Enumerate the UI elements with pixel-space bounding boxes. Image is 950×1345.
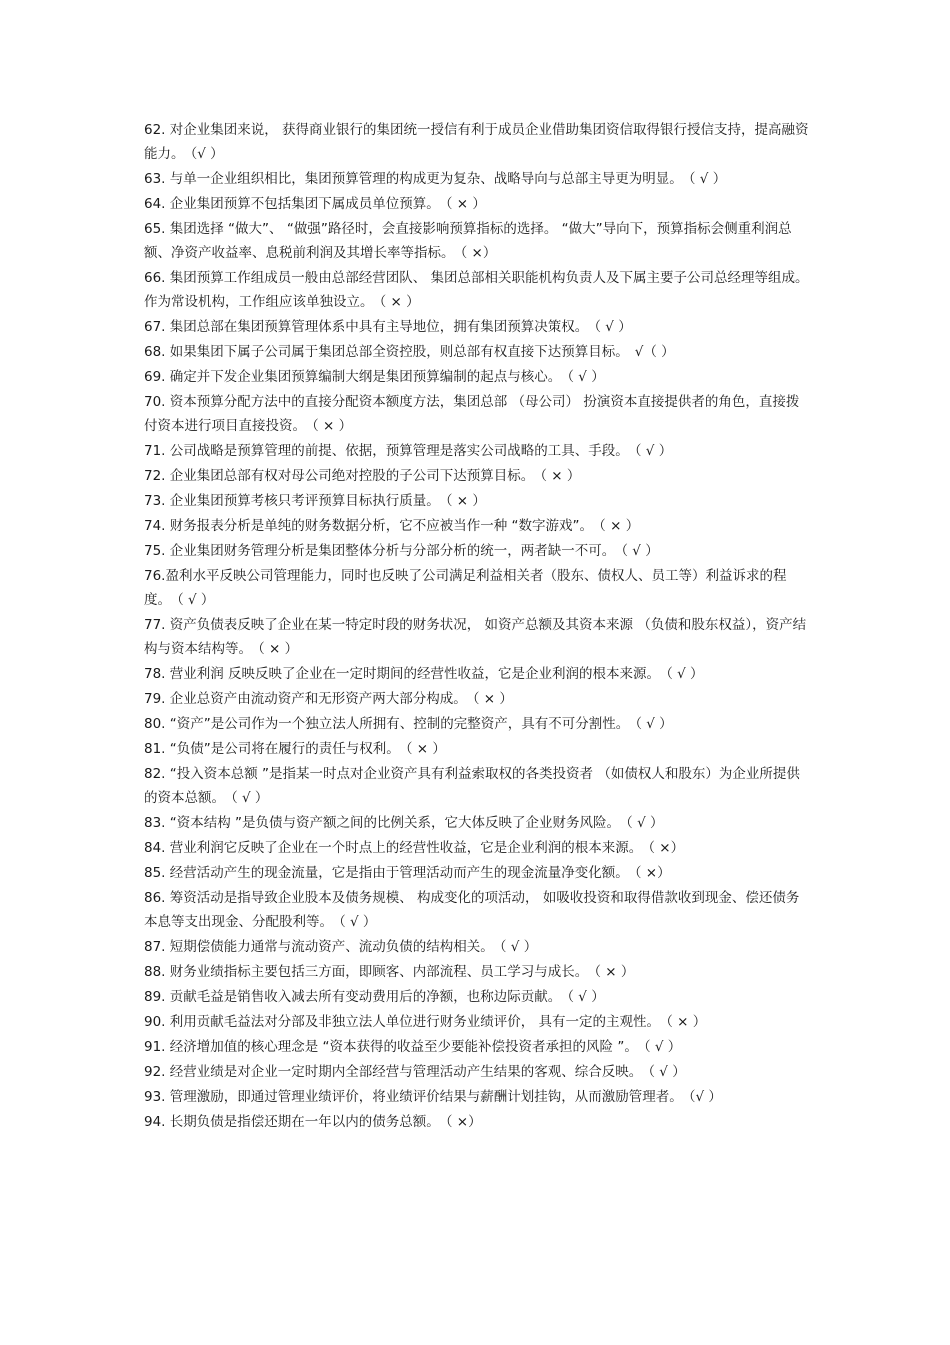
- question-item: [144, 985, 809, 1009]
- question-item: [144, 365, 809, 389]
- question-text: 69. 确定并下发企业集团预算编制大纲是集团预算编制的起点与核心。: [144, 369, 562, 385]
- question-item: [144, 687, 809, 711]
- question-text: 93. 管理激励，即通过管理业绩评价，将业绩评价结果与薪酬计划挂钩，从而激励管理者。: [144, 1089, 683, 1105]
- answer-mark: （ × ）: [379, 294, 420, 310]
- question-text: 72. 企业集团总部有权对母公司绝对控股的子公司下达预算目标。: [144, 468, 535, 484]
- question-item: [144, 315, 809, 339]
- answer-mark: （ × ）: [666, 1014, 707, 1030]
- question-text: 66. 集团预算工作组成员一般由总部经营团队、 集团总部相关职能机构负责人及下属主要子公司总经理等组成。作为常设机构，工作组应该单独设立。: [144, 270, 809, 310]
- answer-mark: （ √ ）: [567, 369, 605, 385]
- question-text: 64. 企业集团预算不包括集团下属成员单位预算。: [144, 196, 440, 212]
- question-text: 82. “投入资本总额 ”是指某一时点对企业资产具有利益索取权的各类投资者 （如债权人和股东）为企业所提供的资本总额。: [144, 766, 800, 806]
- question-text: 74. 财务报表分析是单纯的财务数据分析，它不应被当作一种 “数字游戏”。: [144, 518, 594, 534]
- question-text: 85. 经营活动产生的现金流量，它是指由于管理活动而产生的现金流量净变化额。: [144, 865, 629, 881]
- question-item: [144, 464, 809, 488]
- answer-mark: （ ×）: [634, 865, 671, 881]
- answer-mark: （ × ）: [312, 418, 353, 434]
- question-item: [144, 1035, 809, 1059]
- answer-mark: （ √ ）: [499, 939, 538, 955]
- question-item: [144, 390, 809, 438]
- question-text: 71. 公司战略是预算管理的前提、依据，预算管理是落实公司战略的工具、手段。: [144, 443, 629, 459]
- answer-mark: （ × ）: [445, 196, 486, 212]
- answer-mark: （ √ ）: [594, 319, 632, 335]
- question-text: 63. 与单一企业组织相比，集团预算管理的构成更为复杂、战略导向与总部主导更为明显。: [144, 171, 683, 187]
- question-item: [144, 1060, 809, 1084]
- question-text: 92. 经营业绩是对企业一定时期内全部经营与管理活动产生结果的客观、综合反映。: [144, 1064, 643, 1080]
- question-item: [144, 935, 809, 959]
- answer-mark: （ √ ）: [621, 543, 659, 559]
- question-text: 84. 营业利润它反映了企业在一个时点上的经营性收益，它是企业利润的根本来源。: [144, 840, 643, 856]
- question-text: 79. 企业总资产由流动资产和无形资产两大部分构成。: [144, 691, 467, 707]
- answer-mark: （ √ ）: [339, 914, 377, 930]
- question-text: 94. 长期负债是指偿还期在一年以内的债务总额。: [144, 1114, 440, 1130]
- answer-mark: （√ ）: [190, 146, 224, 162]
- answer-mark: （ √ ）: [626, 815, 664, 831]
- answer-mark: （ × ）: [599, 518, 640, 534]
- question-text: 75. 企业集团财务管理分析是集团整体分析与分部分析的统一，两者缺一不可。: [144, 543, 616, 559]
- question-item: [144, 762, 809, 810]
- question-text: 65. 集团选择 “做大”、 “做强”路径时，会直接影响预算指标的选择。 “做大”导向下，预算指标会侧重利润总额、净资产收益率、息税前利润及其增长率等指标。: [144, 221, 792, 261]
- question-item: [144, 1010, 809, 1034]
- answer-mark: （ √ ）: [231, 790, 269, 806]
- question-item: [144, 167, 809, 191]
- question-item: [144, 539, 809, 563]
- question-text: 77. 资产负债表反映了企业在某一特定时段的财务状况， 如资产总额及其资本来源 （负债和股东权益），资产结构与资本结构等。: [144, 617, 807, 657]
- answer-mark: （ × ）: [405, 741, 446, 757]
- question-item: [144, 439, 809, 463]
- answer-mark: （√ ）: [688, 1089, 722, 1105]
- question-text: 90. 利用贡献毛益法对分部及非独立法人单位进行财务业绩评价， 具有一定的主观性。: [144, 1014, 661, 1030]
- answer-mark: （ √ ）: [688, 171, 727, 187]
- question-text: 70. 资本预算分配方法中的直接分配资本额度方法，集团总部 （母公司） 扮演资本直接提供者的角色，直接拨付资本进行项目直接投资。: [144, 394, 800, 434]
- answer-mark: （ √ ）: [177, 592, 215, 608]
- question-item: [144, 192, 809, 216]
- answer-mark: （ ×）: [445, 1114, 482, 1130]
- answer-mark: （ × ）: [594, 964, 635, 980]
- question-text: 73. 企业集团预算考核只考评预算目标执行质量。: [144, 493, 440, 509]
- question-text: 86. 筹资活动是指导致企业股本及债务规模、 构成变化的项活动， 如吸收投资和取得借款收到现金、偿还债务本息等支出现金、分配股利等。: [144, 890, 800, 930]
- answer-mark: （ × ）: [258, 641, 299, 657]
- question-item: [144, 118, 809, 166]
- question-item: [144, 613, 809, 661]
- question-item: [144, 489, 809, 513]
- question-item: [144, 266, 809, 314]
- question-item: [144, 1085, 809, 1109]
- answer-mark: （ √ ）: [648, 1064, 686, 1080]
- question-text: 62. 对企业集团来说， 获得商业银行的集团统一授信有利于成员企业借助集团资信取得银行授信支持，提高融资能力。: [144, 122, 809, 162]
- question-text: 89. 贡献毛益是销售收入减去所有变动费用后的净额，也称边际贡献。: [144, 989, 562, 1005]
- question-item: [144, 340, 809, 364]
- question-text: 88. 财务业绩指标主要包括三方面，即顾客、内部流程、员工学习与成长。: [144, 964, 589, 980]
- answer-mark: （ × ）: [445, 493, 486, 509]
- question-text: 81. “负债”是公司将在履行的责任与权利。: [144, 741, 400, 757]
- question-item: [144, 836, 809, 860]
- question-item: [144, 217, 809, 265]
- question-item: [144, 514, 809, 538]
- answer-mark: （ √ ）: [666, 666, 704, 682]
- answer-mark: （ ×）: [460, 245, 497, 261]
- question-list: [144, 118, 809, 1135]
- answer-mark: √（ ）: [634, 344, 675, 360]
- question-text: 68. 如果集团下属子公司属于集团总部全资控股，则总部有权直接下达预算目标。: [144, 344, 629, 360]
- question-text: 80. “资产”是公司作为一个独立法人所拥有、控制的完整资产，具有不可分割性。: [144, 716, 630, 732]
- question-item: [144, 811, 809, 835]
- answer-mark: （ ×）: [648, 840, 685, 856]
- question-text: 83. “资本结构 ”是负债与资产额之间的比例关系，它大体反映了企业财务风险。: [144, 815, 621, 831]
- answer-mark: （ √ ）: [634, 443, 673, 459]
- answer-mark: （ √ ）: [635, 716, 673, 732]
- question-item: [144, 662, 809, 686]
- question-text: 87. 短期偿债能力通常与流动资产、流动负债的结构相关。: [144, 939, 494, 955]
- question-item: [144, 737, 809, 761]
- question-item: [144, 861, 809, 885]
- question-text: 78. 营业利润 反映反映了企业在一定时期间的经营性收益，它是企业利润的根本来源。: [144, 666, 661, 682]
- question-item: [144, 712, 809, 736]
- question-item: [144, 886, 809, 934]
- question-item: [144, 564, 809, 612]
- answer-mark: （ √ ）: [643, 1039, 682, 1055]
- question-item: [144, 1110, 809, 1134]
- answer-mark: （ × ）: [540, 468, 581, 484]
- question-text: 76.盈利水平反映公司管理能力，同时也反映了公司满足利益相关者（股东、债权人、员工等）利益诉求的程度。: [144, 568, 787, 608]
- question-text: 91. 经济增加值的核心理念是 “资本获得的收益至少要能补偿投资者承担的风险 ”。: [144, 1039, 638, 1055]
- question-item: [144, 960, 809, 984]
- question-text: 67. 集团总部在集团预算管理体系中具有主导地位，拥有集团预算决策权。: [144, 319, 589, 335]
- answer-mark: （ × ）: [472, 691, 513, 707]
- answer-mark: （ √ ）: [567, 989, 605, 1005]
